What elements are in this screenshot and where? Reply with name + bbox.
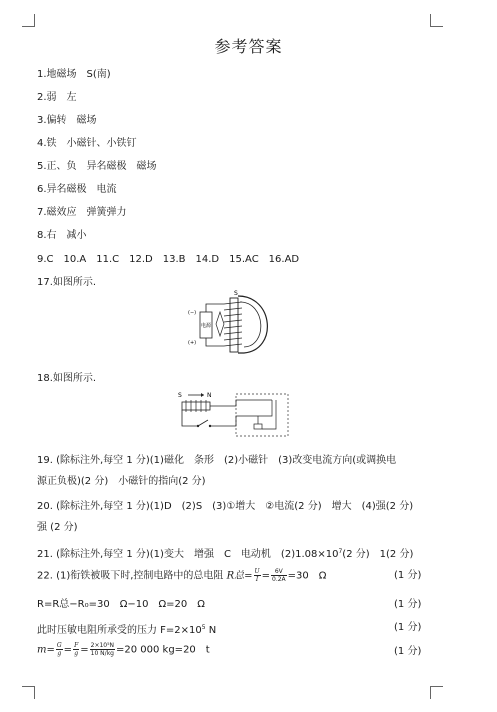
- figure-18-circuit: [176, 388, 296, 442]
- answer-20-line1: 20. (除标注外,每空 1 分)(1)D (2)S (3)①增大 ②电流(2 分) 增大 (4)强(2 分): [37, 501, 414, 512]
- score-22-2: (1 分): [394, 599, 422, 610]
- answer-19-line2: 源正负极)(2 分) 小磁针的指向(2 分): [37, 476, 206, 487]
- crop-mark-bottom-left: [22, 686, 35, 699]
- fig17-label-minus: (−): [188, 310, 197, 316]
- answer-22-line2: R=R总−R₀=30 Ω−10 Ω=20 Ω: [37, 599, 205, 610]
- eq4-m: m: [37, 644, 47, 656]
- answer-4: 4.铁 小磁针、小铁钉: [37, 138, 137, 149]
- answer-2: 2.弱 左: [37, 92, 77, 103]
- answer-22-line3-unit: N: [205, 625, 217, 636]
- answer-21-text: 21. (除标注外,每空 1 分)(1)变大 增强 C 电动机 (2)1.08×10: [37, 549, 339, 560]
- score-22-4: (1 分): [394, 646, 422, 657]
- eq1-result: =30 Ω: [287, 570, 327, 582]
- fig18-label-S: S: [178, 392, 182, 399]
- answer-21: [37, 545, 413, 562]
- answer-22-line3-text: 此时压敏电阻所承受的压力 F=2×10: [37, 625, 202, 636]
- score-22-1: (1 分): [394, 570, 422, 581]
- answer-18: 18.如图所示.: [37, 373, 97, 384]
- answer-22-line4: m= $\frac{G}{g}$ = $\frac{F}{g}$ = $\frac{\text{2×10⁵N}}{10 N/kg}$ =20 000 kg=20 t: [37, 642, 210, 657]
- answer-19-line1: 19. (除标注外,每空 1 分)(1)磁化 条形 (2)小磁针 (3)改变电流方向(或调换电: [37, 455, 397, 466]
- fig17-label-S: S: [234, 290, 238, 297]
- fig18-label-N: N: [207, 392, 212, 399]
- answer-5: 5.正、负 异名磁极 磁场: [37, 161, 157, 172]
- crop-mark-bottom-right: [430, 686, 443, 699]
- fig17-label-source: 电源: [201, 323, 212, 329]
- crop-mark-top-right: [430, 14, 443, 27]
- score-22-3: (1 分): [394, 622, 422, 633]
- answer-22-line3-exp: 5: [201, 624, 206, 631]
- eq1-frac-UI: $\frac{U}{I}$: [254, 568, 260, 583]
- answer-3: 3.偏转 磁场: [37, 115, 97, 126]
- page-title: 参考答案: [214, 37, 283, 56]
- answer-1: 1.地磁场 S(南): [37, 69, 111, 80]
- answer-8: 8.右 减小: [37, 230, 87, 241]
- answer-20-line2: 强 (2 分): [37, 522, 78, 533]
- answer-7: 7.磁效应 弹簧弹力: [37, 207, 127, 218]
- answers-9-16: 9.C 10.A 11.C 12.D 13.B 14.D 15.AC 16.AD: [37, 254, 300, 265]
- eq4-result: =20 000 kg=20 t: [116, 644, 210, 656]
- answer-22-prefix: 22. (1)衔铁被吸下时,控制电路中的总电阻: [37, 570, 224, 582]
- eq1-lhs: R总: [226, 570, 245, 582]
- answer-22-line3: [37, 621, 216, 638]
- answer-17: 17.如图所示.: [37, 277, 97, 288]
- answer-21-exponent: 7: [338, 548, 343, 555]
- eq4-frac-Gg: $\frac{G}{g}$: [56, 642, 62, 657]
- answer-21-tail: (2 分) 1(2 分): [342, 549, 414, 560]
- eq4-frac-values: $\frac{\text{2×10⁵N}}{10 N/kg}$: [90, 642, 114, 657]
- figure-17-electromagnet: [186, 290, 276, 360]
- answer-22-line1: 22. (1)衔铁被吸下时,控制电路中的总电阻 R总= $\frac{U}{I}$ = $\frac{6V}{0.2A}$ =30 Ω: [37, 568, 327, 583]
- answer-6: 6.异名磁极 电流: [37, 184, 117, 195]
- eq1-frac-values: $\frac{6V}{0.2A}$: [272, 568, 286, 583]
- fig17-label-plus: (+): [188, 340, 197, 346]
- crop-mark-top-left: [22, 14, 35, 27]
- eq4-frac-Fg: $\frac{F}{g}$: [74, 642, 79, 657]
